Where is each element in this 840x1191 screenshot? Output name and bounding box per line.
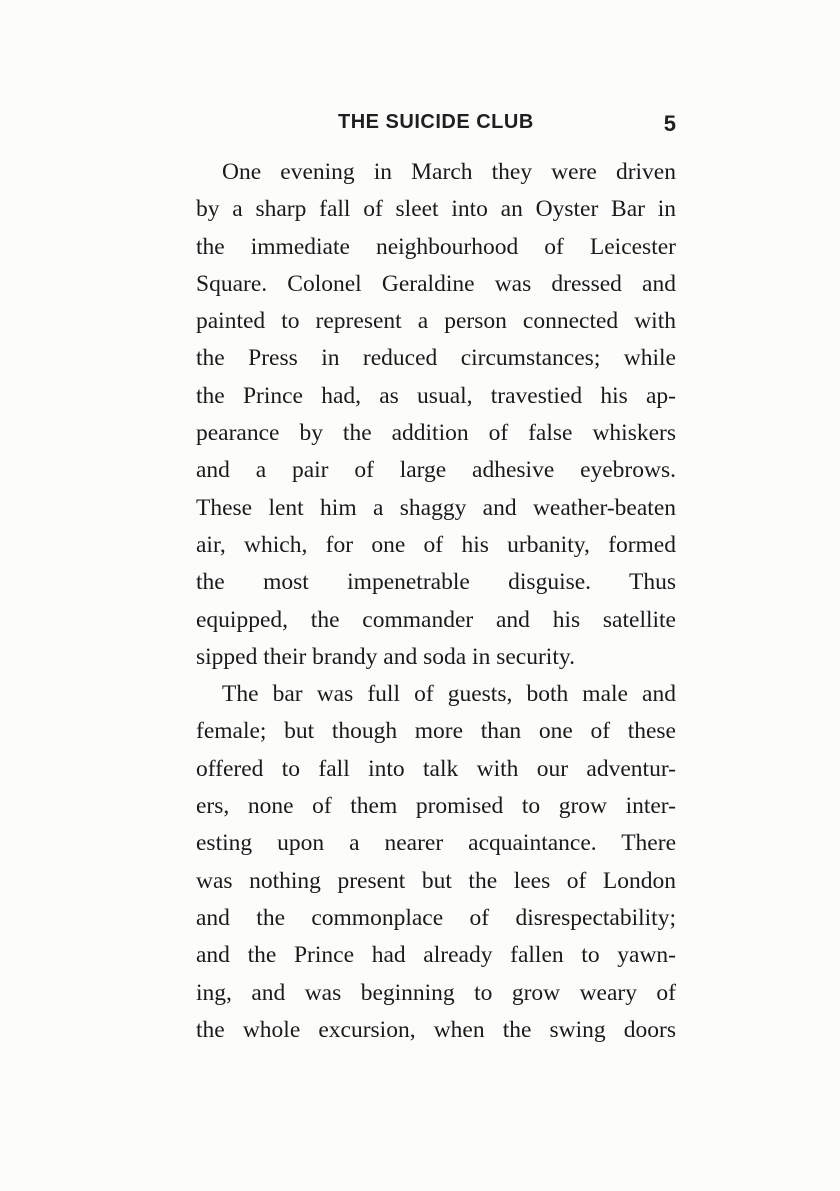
- text-line: and the Prince had already fallen to yawn-: [196, 942, 676, 969]
- text-line: equipped, the commander and his satellite: [196, 606, 676, 633]
- body-text: [196, 154, 676, 1049]
- paragraph-2: [196, 676, 676, 1049]
- text-line: air, which, for one of his urbanity, formed: [196, 531, 676, 558]
- text-line: The bar was full of guests, both male and: [222, 681, 676, 708]
- text-line: ers, none of them promised to grow inter-: [196, 793, 676, 820]
- running-head: [198, 111, 676, 141]
- text-line: sipped their brandy and soda in security.: [196, 643, 575, 670]
- text-line: ing, and was beginning to grow weary of: [196, 979, 676, 1006]
- text-line: pearance by the addition of false whiskers: [196, 420, 676, 447]
- text-line: the immediate neighbourhood of Leicester: [196, 233, 676, 260]
- running-title: THE SUICIDE CLUB: [338, 111, 534, 133]
- text-line: female; but though more than one of these: [196, 718, 676, 745]
- text-line: offered to fall into talk with our adventur-: [196, 755, 676, 782]
- text-line: by a sharp fall of sleet into an Oyster Bar in: [196, 196, 676, 223]
- text-line: and the commonplace of disrespectability;: [196, 904, 676, 931]
- text-line: the most impenetrable disguise. Thus: [196, 569, 676, 596]
- paragraph-1: [196, 154, 676, 676]
- text-line: the Press in reduced circumstances; while: [196, 345, 676, 372]
- text-line: These lent him a shaggy and weather-beaten: [196, 494, 676, 521]
- text-line: the Prince had, as usual, travestied his ap-: [196, 382, 676, 409]
- text-line: was nothing present but the lees of London: [196, 867, 676, 894]
- text-line: and a pair of large adhesive eyebrows.: [196, 457, 676, 484]
- text-line: the whole excursion, when the swing doors: [196, 1016, 676, 1043]
- text-line: Square. Colonel Geraldine was dressed and: [196, 270, 676, 297]
- page-number: 5: [663, 111, 676, 136]
- text-line: One evening in March they were driven: [222, 159, 676, 185]
- text-line: painted to represent a person connected with: [196, 308, 676, 335]
- text-line: esting upon a nearer acquaintance. There: [196, 830, 676, 857]
